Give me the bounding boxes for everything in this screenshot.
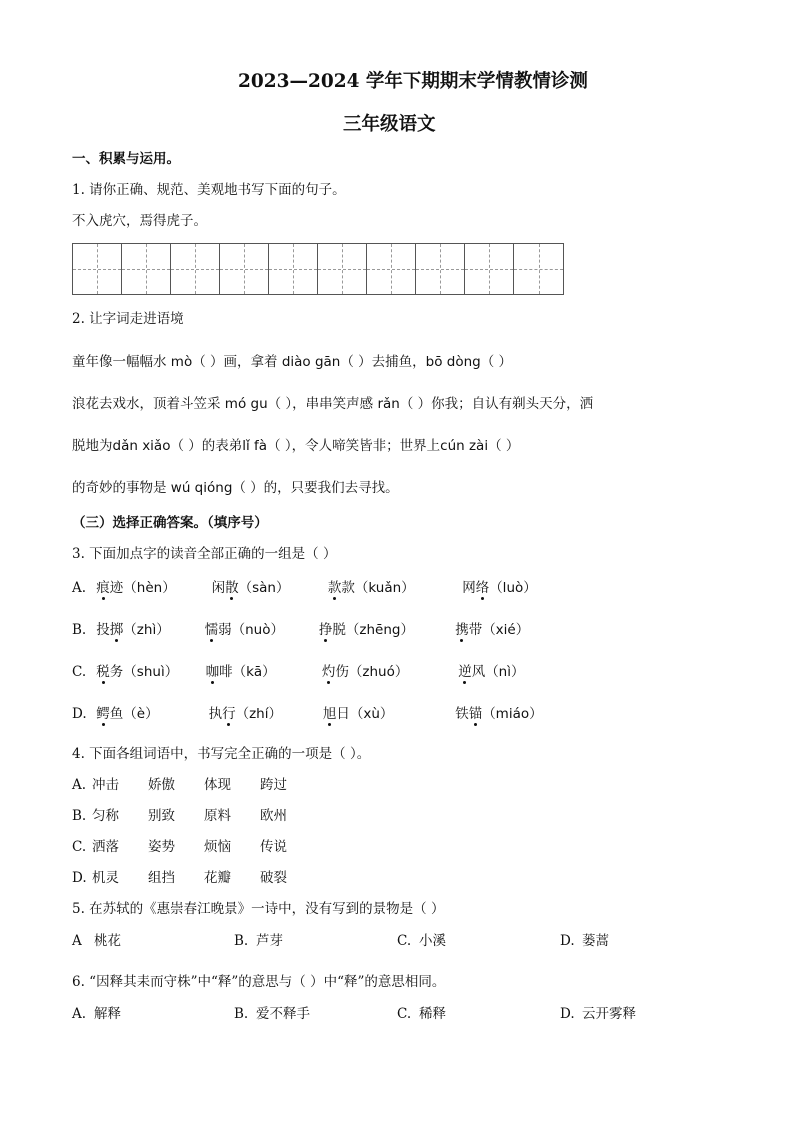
pinyin: mó gu [224,396,268,412]
q5-option-b [234,935,283,949]
pinyin: （kuǎn） [354,580,415,596]
q2-text: （ ） [488,438,520,454]
char: 迹 [109,580,124,596]
grid-cell[interactable] [514,244,563,294]
char: 网 [462,580,476,596]
pinyin: （zhuó） [348,664,409,680]
q5-option-a [72,935,121,949]
word: 烦恼 [204,839,231,855]
option-label: C. [397,1006,412,1022]
q6-option-d [560,1008,636,1022]
q2-line-3 [72,440,519,454]
pinyin: dǎn xiǎo [112,438,171,454]
q2-text: （ ） [480,354,513,370]
option-label: C. [72,839,87,855]
q2-line-1 [72,356,512,370]
pinyin: （sàn） [238,580,290,596]
word: 组挡 [148,870,175,886]
exam-title: 2023—2024 学年下期期末学情教情诊测 [238,71,588,92]
grid-cell[interactable] [269,244,318,294]
word: 娇傲 [148,777,175,793]
word: 匀称 [92,808,119,824]
q3-option-d [72,708,543,722]
q5-option-c [397,935,446,949]
word: 跨过 [260,777,287,793]
word: 破裂 [260,870,287,886]
option-text: 云开雾释 [582,1006,636,1022]
char: 闲 [211,580,226,596]
pinyin: （zhì） [123,622,170,638]
dotted-char: 掷 [109,622,124,638]
pinyin: cún zài [440,438,489,454]
q4-option-c [72,841,287,855]
option-label: D. [72,706,87,722]
pinyin: （zhēng） [345,622,414,638]
option-label: D. [560,933,575,949]
char: 款 [341,580,355,596]
char: 日 [336,706,350,722]
q2-text: （ ），串串笑声感 [267,396,378,412]
word: 别致 [148,808,175,824]
dotted-char: 咖 [205,664,220,680]
word: 机灵 [92,870,119,886]
q6-option-a [72,1008,121,1022]
writing-grid[interactable] [72,243,564,295]
option-text: 小溪 [419,933,446,949]
q2-line-2 [72,398,593,412]
char: 务 [109,664,124,680]
word: 洒落 [92,839,119,855]
char: 弱 [218,622,232,638]
option-text: 稀释 [419,1006,446,1022]
dotted-char: 税 [96,664,110,680]
q2-line-4 [72,482,399,496]
dotted-char: 携 [455,622,469,638]
char: 执 [208,706,223,722]
option-label: A. [72,1006,87,1022]
char: 脱 [332,622,346,638]
word: 传说 [260,839,287,855]
dotted-char: 旭 [322,706,337,722]
pinyin: mò [170,354,193,370]
option-label: C. [72,664,87,680]
pinyin: （hèn） [123,580,176,596]
char: 风 [471,664,486,680]
q2-text: （ ）的，只要我们去寻找。 [232,480,399,496]
q3-option-a [72,582,537,596]
dotted-char: 痕 [96,580,110,596]
option-text: 爱不释手 [256,1006,310,1022]
q4-option-d [72,872,287,886]
dotted-char: 鳄 [96,706,110,722]
pinyin: wú qióng [170,480,233,496]
q1-sentence: 不入虎穴，焉得虎子。 [72,213,207,229]
word: 原料 [204,808,231,824]
dotted-char: 挣 [318,622,333,638]
q2-text: （ ）画，拿着 [192,354,282,370]
word: 体现 [204,777,231,793]
grid-cell[interactable] [220,244,269,294]
option-label: C. [397,933,412,949]
dotted-char: 款 [327,580,342,596]
option-label: B. [72,622,87,638]
option-label: B. [234,1006,249,1022]
grid-cell[interactable] [367,244,416,294]
q4-prompt: 4. 下面各组词语中，书写完全正确的一项是（ ）。 [72,746,371,762]
pinyin: （nuò） [231,622,284,638]
q2-prompt: 2. 让字词走进语境 [72,311,184,327]
q6-prompt: 6. “因释其耒而守株”中“释”的意思与（ ）中“释”的意思相同。 [72,974,446,990]
option-label: D. [560,1006,575,1022]
section-heading-3: （三）选择正确答案。（填序号） [72,515,268,531]
q2-text: （ ）的表弟 [170,438,243,454]
grid-cell[interactable] [465,244,514,294]
option-label: B. [72,808,87,824]
pinyin: （kā） [232,664,276,680]
grid-cell[interactable] [73,244,122,294]
char: 投 [96,622,110,638]
q4-option-a [72,779,287,793]
pinyin: （luò） [489,580,537,596]
q2-text: （ ）去捕鱼， [340,354,426,370]
q6-option-b [234,1008,310,1022]
q2-text: （ ）你我；自认有剃头天分，洒 [399,396,594,412]
pinyin: （shuì） [123,664,179,680]
q1-prompt: 1. 请你正确、规范、美观地书写下面的句子。 [72,182,346,198]
dotted-char: 散 [225,580,239,596]
dotted-char: 灼 [321,664,336,680]
q2-text: 的奇妙的事物是 [72,480,171,496]
option-label: D. [72,870,87,886]
char: 鱼 [109,706,124,722]
option-label: A. [72,777,87,793]
pinyin: bō dòng [425,354,481,370]
grid-cell[interactable] [122,244,171,294]
dotted-char: 络 [475,580,490,596]
char: 啡 [219,664,233,680]
q2-text: 浪花去戏水，顶着斗笠采 [72,396,225,412]
q2-text: 童年像一幅幅水 [72,354,171,370]
option-label: A [72,933,82,949]
option-text: 桃花 [94,933,121,949]
q3-option-b [72,624,529,638]
pinyin: （zhí） [235,706,282,722]
pinyin: （miáo） [482,706,543,722]
word: 花瓣 [204,870,231,886]
dotted-char: 懦 [204,622,219,638]
grid-cell[interactable] [318,244,367,294]
char: 伤 [335,664,349,680]
word: 欧州 [260,808,287,824]
pinyin: lǐ fà [242,438,268,454]
grid-cell[interactable] [416,244,465,294]
dotted-char: 逆 [458,664,472,680]
char: 铁 [455,706,469,722]
q3-prompt: 3. 下面加点字的读音全部正确的一组是（ ） [72,546,337,562]
q2-text: 脱地为 [72,438,113,454]
word: 姿势 [148,839,175,855]
option-text: 芦芽 [256,933,283,949]
dotted-char: 锚 [468,706,483,722]
q5-option-d [560,935,609,949]
dotted-char: 行 [222,706,236,722]
word: 冲击 [92,777,119,793]
q6-option-c [397,1008,446,1022]
pinyin: （xié） [482,622,530,638]
pinyin: （nì） [485,664,525,680]
option-label: B. [234,933,249,949]
exam-subtitle: 三年级语文 [343,114,436,135]
option-label: A. [72,580,87,596]
grid-cell[interactable] [171,244,220,294]
option-text: 解释 [94,1006,121,1022]
pinyin: （xù） [349,706,394,722]
q2-text: （ ），令人啼笑皆非；世界上 [267,438,441,454]
q3-option-c [72,666,525,680]
pinyin: diào gān [281,354,341,370]
q5-prompt: 5. 在苏轼的《惠崇春江晚景》一诗中，没有写到的景物是（ ） [72,901,445,917]
option-text: 蒌蒿 [582,933,609,949]
pinyin: rǎn [377,396,400,412]
q4-option-b [72,810,287,824]
section-heading-1: 一、积累与运用。 [72,151,180,167]
char: 带 [468,622,483,638]
pinyin: （è） [123,706,159,722]
